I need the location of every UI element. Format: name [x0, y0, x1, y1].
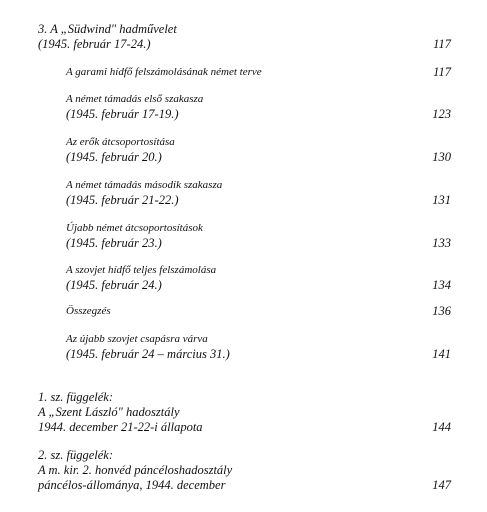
- toc-page-number: 134: [432, 278, 451, 292]
- toc-entry-chapter-3: [38, 22, 451, 52]
- toc-page-number: 133: [432, 236, 451, 250]
- toc-entry-appendix-2: [38, 448, 451, 493]
- toc-entry: [66, 221, 451, 251]
- toc-entry: [66, 263, 451, 293]
- toc-entry: [66, 178, 451, 208]
- toc-entry-title-line: (1945. február 24.): [66, 278, 162, 292]
- toc-entry-title-line: 3. A „Südwind" hadművelet: [38, 22, 177, 36]
- toc-entry-title-line: A német támadás második szakasza: [66, 179, 223, 191]
- toc-page-number: 117: [433, 37, 451, 51]
- toc-entry-title-line: (1945. február 21-22.): [66, 193, 179, 207]
- toc-entry-title-line: Az erők átcsoportosítása: [66, 136, 175, 148]
- toc-entry-title-line: (1945. február 17-24.): [38, 37, 151, 51]
- toc-entry-title-line: Összegzés: [66, 305, 111, 317]
- toc-entry-title-line: (1945. február 23.): [66, 236, 162, 250]
- toc-entry-title-line: (1945. február 20.): [66, 150, 162, 164]
- toc-entry-title-line: A „Szent László" hadosztály: [38, 405, 180, 419]
- toc-page-number: 131: [432, 193, 451, 207]
- toc-page-number: 144: [432, 420, 451, 434]
- toc-entry-title-line: 1944. december 21-22-i állapota: [38, 420, 203, 434]
- toc-page-number: 141: [432, 347, 451, 361]
- toc-entry-appendix-1: [38, 390, 451, 435]
- toc-entry-title-line: (1945. február 17-19.): [66, 107, 179, 121]
- toc-page-number: 123: [432, 107, 451, 121]
- toc-entry-title-line: 2. sz. függelék:: [38, 448, 113, 462]
- toc-entry-title-line: 1. sz. függelék:: [38, 390, 113, 404]
- toc-entry: [66, 92, 451, 122]
- toc-entry-title-line: A szovjet hídfő teljes felszámolása: [66, 264, 217, 276]
- toc-entry-title-line: A m. kir. 2. honvéd páncéloshadosztály: [38, 463, 233, 477]
- toc-page-number: 147: [432, 478, 451, 492]
- toc-entry-title-line: A német támadás első szakasza: [66, 93, 204, 105]
- toc-entry-title-line: (1945. február 24 – március 31.): [66, 347, 230, 361]
- toc-page-number: 136: [432, 304, 451, 318]
- toc-entry-title-line: A garami hídfő felszámolásának német terve: [66, 66, 262, 78]
- toc-entry: [66, 135, 451, 165]
- toc-entry: [66, 304, 451, 319]
- toc-entry-title-line: páncélos-állománya, 1944. december: [38, 478, 226, 492]
- toc-entry: [66, 65, 451, 80]
- toc-page-number: 117: [433, 65, 451, 79]
- toc-page-number: 130: [432, 150, 451, 164]
- toc-entry: [66, 332, 451, 362]
- toc-entry-title-line: Az újabb szovjet csapásra várva: [66, 333, 208, 345]
- toc-entry-title-line: Újabb német átcsoportosítások: [66, 222, 203, 234]
